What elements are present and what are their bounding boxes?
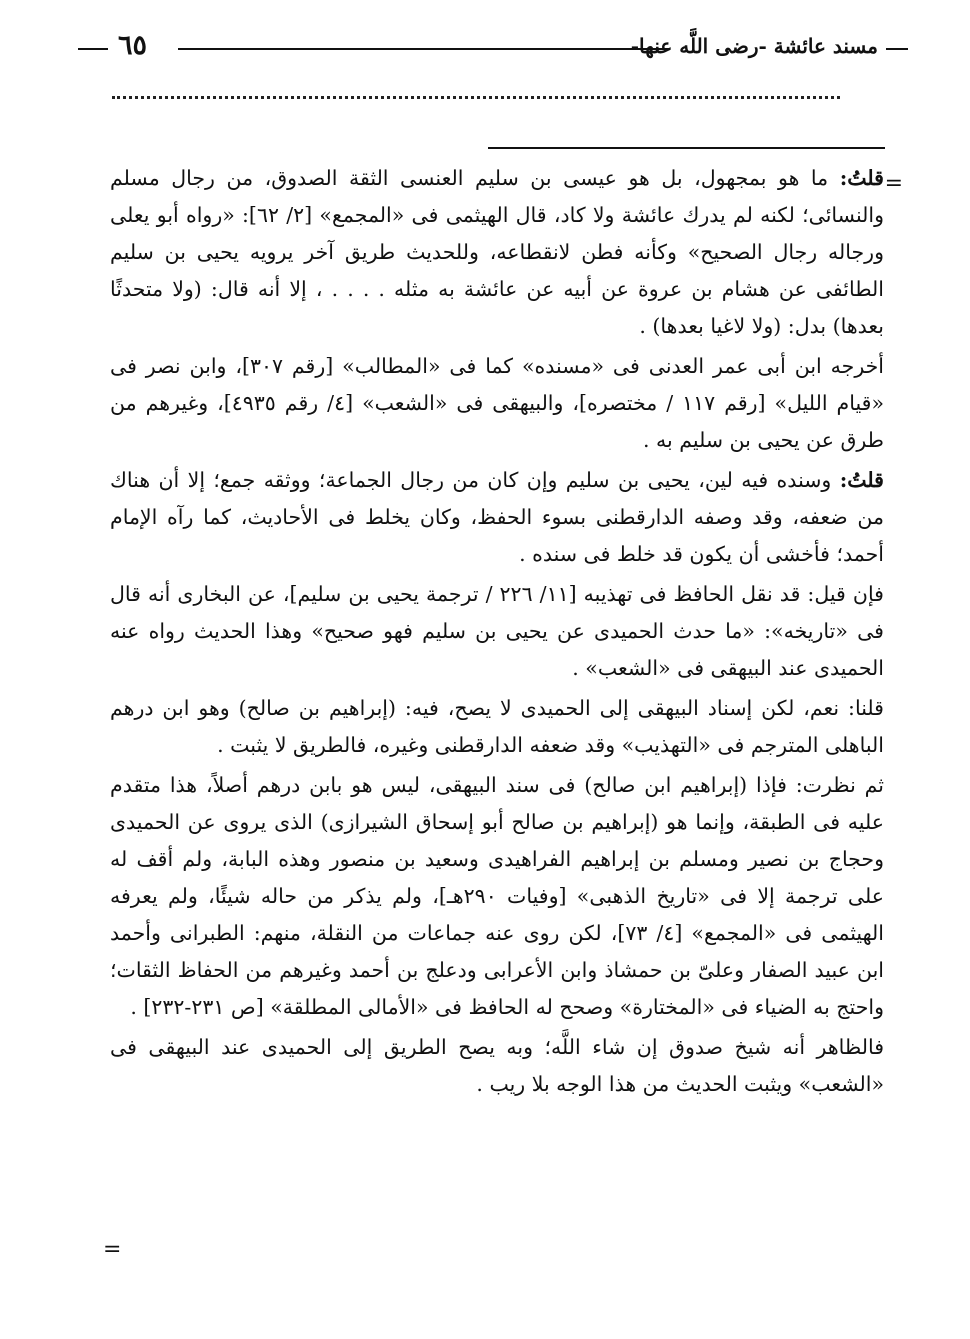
paragraph (110, 690, 884, 764)
paragraph (110, 576, 884, 687)
header-dash-left (78, 48, 108, 50)
paragraph (110, 462, 884, 573)
paragraph-label: قلتُ: (839, 166, 884, 190)
paragraph (110, 767, 884, 1026)
dotted-separator (112, 96, 840, 99)
paragraph-text: فالظاهر أنه شيخ صدوق إن شاء اللَّه؛ وبه يصح الطريق إلى الحميدى عند البيهقى فى «الشعب» ويثبت الحديث من هذا الوجه بلا ريب . (110, 1035, 884, 1096)
paragraph-text: قلنا: نعم، لكن إسناد البيهقى إلى الحميدى لا يصح، فيه: (إبراهيم بن صالح) وهو ابن درهم الباهلى المترجم فى «التهذيب» وقد ضعفه الدارقطنى وغيره، فالطريق لا يثبت . (110, 696, 884, 757)
page-header (78, 28, 908, 68)
paragraph-text: فإن قيل: قد نقل الحافظ فى تهذيبه [١١/ ٢٢٦ / ترجمة يحيى بن سليم]، عن البخارى أنه قال فى «تاريخه»: «ما حدث الحميدى عن يحيى بن سليم فهو صحيح» وهذا الحديث رواه عنه الحميدى عند البيهقى فى «الشعب» . (110, 582, 884, 680)
footnote-body (110, 160, 884, 1106)
paragraph-text: ثم نظرت: فإذا (إبراهيم ابن صالح) فى سند البيهقى، ليس هو بابن درهم أصلاً، هذا متقدم عليه فى الطبقة، وإنما هو (إبراهيم بن صالح أبو إسحاق الشيرازى) الذى يروى عن الحميدى وحجاج بن نصير ومسلم بن إبراهيم الفراهيدى وسعيد بن منصور وهذه البابة، ولم أقف له على ترجمة إلا فى «تاريخ الذهبى» [وفيات ٢٩٠هـ]، ولم يذكر من حاله شيئًا، ولم يعرفه الهيثمى فى «المجمع» [٤/ ٧٣]، لكن روى عنه جماعات من النقلة، منهم: الطبرانى وأحمد ابن عبيد الصفار وعلىّ بن حمشاذ وابن الأعرابى ودعلج بن أحمد وغيرهم من الحفاظ الثقات؛ واحتج به الضياء فى «المختارة» وصحح له الحافظ فى «الأمالى المطلقة» [ص ٢٣١-٢٣٢] . (110, 773, 884, 1019)
header-rule (178, 48, 670, 50)
paragraph (110, 160, 884, 345)
footnote-continuation-mark: = (884, 171, 903, 196)
paragraph-text: ما هو بمجهول، بل هو عيسى بن سليم العنسى الثقة الصدوق، من رجال مسلم والنسائى؛ لكنه لم يدرك عائشة ولا كاد، قال الهيثمى فى «المجمع» [٢/ ٦٢]: «رواه أبو يعلى ورجاله رجال الصحيح» وكأنه فطن لانقطاعه، وللحديث طريق آخر يرويه يحيى بن سليم الطائفى عن هشام بن عروة عن أبيه عن عائشة به مثله . . . . ، إلا أنه قال: (ولا متحدثًا بعدها) بدل: (ولا لاغيا بعدها) . (110, 166, 884, 338)
paragraph (110, 1029, 884, 1103)
paragraph-text: أخرجه ابن أبى عمر العدنى فى «مسنده» كما فى «المطالب» [رقم ٣٠٧]، وابن نصر فى «قيام الليل» [رقم ١١٧ / مختصره]، والبيهقى فى «الشعب» [٤/ رقم ٤٩٣٥]، وغيرهم من طرق عن يحيى بن سليم به . (110, 354, 885, 452)
page-number: ٦٥ (118, 30, 148, 61)
paragraph-text: وسنده فيه لين، يحيى بن سليم وإن كان من رجال الجماعة؛ ووثقه جمع؛ إلا أن هناك من ضعفه، وقد وصفه الدارقطنى بسوء الحفظ، وكان يخلط فى الأحاديث، كما رآه الإمام أحمد؛ فأخشى أن يكون قد خلط فى سنده . (110, 468, 884, 566)
paragraph (110, 348, 884, 459)
paragraph-label: قلتُ: (839, 468, 884, 492)
header-dash-right (886, 48, 908, 50)
footnote-end-mark: = (103, 1237, 122, 1262)
footnote-rule (488, 147, 885, 149)
running-title: مسند عائشة -رضى اللَّه عنها- (630, 34, 878, 58)
